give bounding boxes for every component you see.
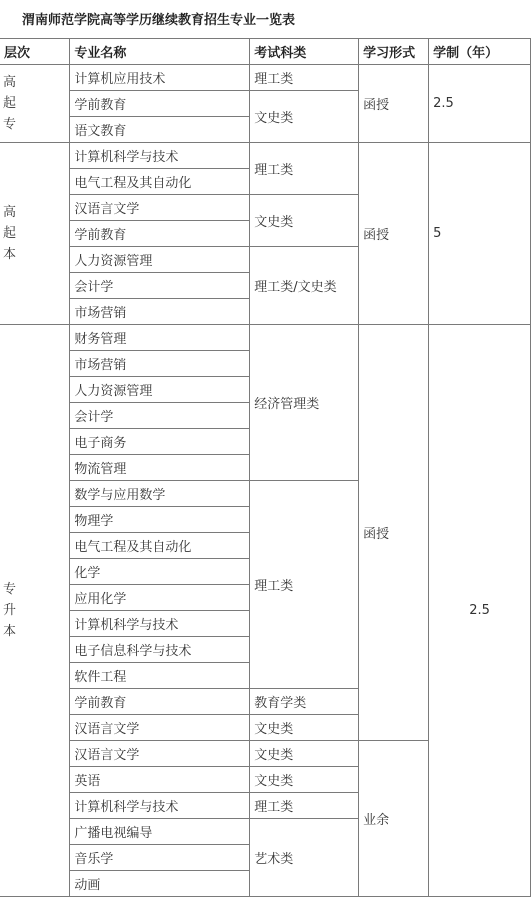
major-cell: 会计学	[70, 273, 250, 299]
major-cell: 数学与应用数学	[70, 481, 250, 507]
major-cell: 电气工程及其自动化	[70, 533, 250, 559]
major-cell: 电气工程及其自动化	[70, 169, 250, 195]
form-cell: 函授	[359, 65, 429, 143]
subject-cell: 艺术类	[250, 819, 359, 897]
major-cell: 动画	[70, 871, 250, 897]
table-row	[0, 325, 531, 351]
page-title: 渭南师范学院高等学历继续教育招生专业一览表	[22, 13, 296, 28]
subject-cell: 文史类	[250, 91, 359, 143]
subject-cell: 教育学类	[250, 689, 359, 715]
major-cell: 英语	[70, 767, 250, 793]
major-cell: 计算机科学与技术	[70, 611, 250, 637]
major-cell: 物流管理	[70, 455, 250, 481]
duration-cell: 5	[429, 143, 531, 325]
subject-cell: 理工类	[250, 65, 359, 91]
major-cell: 化学	[70, 559, 250, 585]
major-cell: 市场营销	[70, 299, 250, 325]
table-row	[0, 143, 531, 169]
major-cell: 电子信息科学与技术	[70, 637, 250, 663]
major-cell: 学前教育	[70, 689, 250, 715]
major-cell: 学前教育	[70, 221, 250, 247]
major-cell: 音乐学	[70, 845, 250, 871]
header-major: 专业名称	[70, 39, 250, 65]
majors-table	[0, 38, 531, 897]
header-subject: 考试科类	[250, 39, 359, 65]
major-cell: 计算机科学与技术	[70, 143, 250, 169]
duration-cell: 2.5	[429, 65, 531, 143]
major-cell: 语文教育	[70, 117, 250, 143]
major-cell: 汉语言文学	[70, 715, 250, 741]
subject-cell: 文史类	[250, 195, 359, 247]
level-zhuanshengben: 专 升 本	[0, 325, 70, 897]
header-level: 层次	[0, 39, 70, 65]
subject-cell: 文史类	[250, 741, 359, 767]
form-cell: 函授	[359, 325, 429, 741]
duration-cell: 2.5	[429, 325, 531, 897]
major-cell: 广播电视编导	[70, 819, 250, 845]
table-row	[0, 65, 531, 91]
form-cell: 业余	[359, 741, 429, 897]
major-cell: 应用化学	[70, 585, 250, 611]
major-cell: 软件工程	[70, 663, 250, 689]
major-cell: 会计学	[70, 403, 250, 429]
header-row	[0, 39, 531, 65]
level-gaoqizhuan: 高 起 专	[0, 65, 70, 143]
major-cell: 市场营销	[70, 351, 250, 377]
major-cell: 财务管理	[70, 325, 250, 351]
form-cell: 函授	[359, 143, 429, 325]
subject-cell: 理工类	[250, 143, 359, 195]
major-cell: 人力资源管理	[70, 377, 250, 403]
level-gaoqiben: 高 起 本	[0, 143, 70, 325]
header-duration: 学制（年）	[429, 39, 531, 65]
header-form: 学习形式	[359, 39, 429, 65]
subject-cell: 经济管理类	[250, 325, 359, 481]
subject-cell: 理工类	[250, 793, 359, 819]
subject-cell: 文史类	[250, 767, 359, 793]
subject-cell: 理工类/文史类	[250, 247, 359, 325]
major-cell: 计算机科学与技术	[70, 793, 250, 819]
major-cell: 物理学	[70, 507, 250, 533]
major-cell: 学前教育	[70, 91, 250, 117]
subject-cell: 理工类	[250, 481, 359, 689]
major-cell: 人力资源管理	[70, 247, 250, 273]
subject-cell: 文史类	[250, 715, 359, 741]
major-cell: 汉语言文学	[70, 195, 250, 221]
major-cell: 计算机应用技术	[70, 65, 250, 91]
major-cell: 汉语言文学	[70, 741, 250, 767]
major-cell: 电子商务	[70, 429, 250, 455]
